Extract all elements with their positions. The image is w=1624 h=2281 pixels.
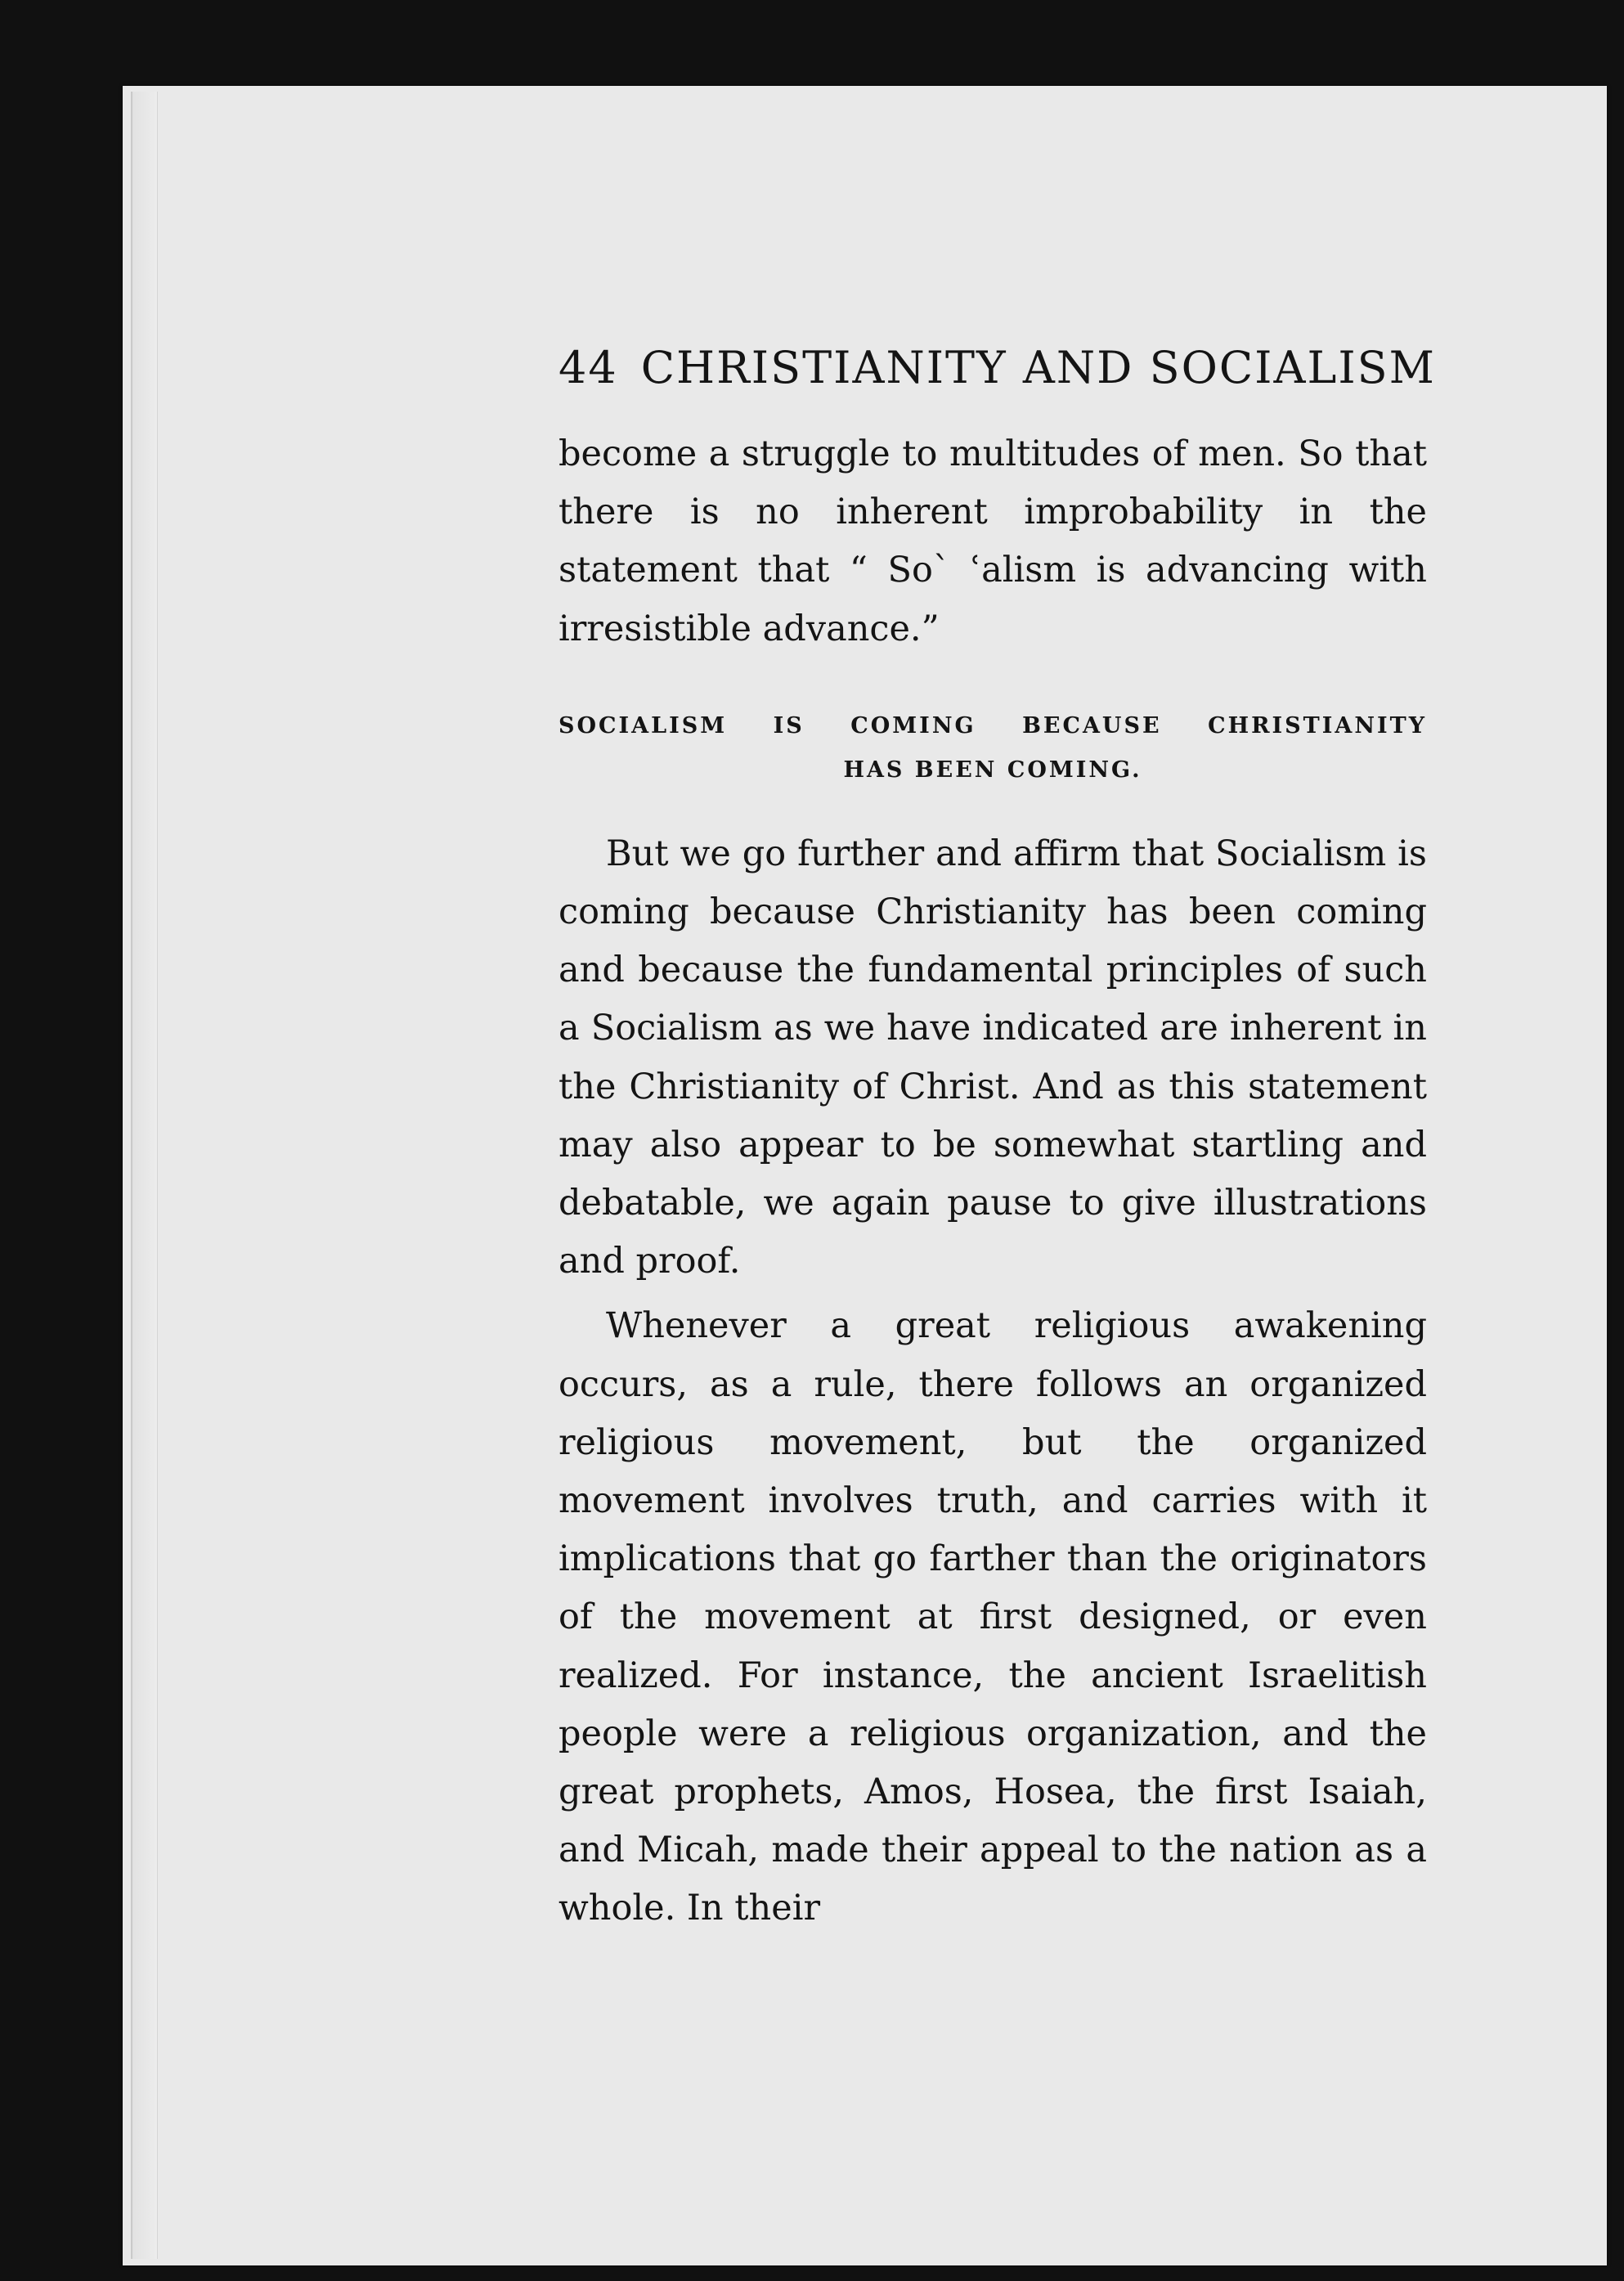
paragraph-1: But we go further and affirm that Socialism is coming because Christianity has been coming and because the fundamental principles of such a Socialism as we have indicated are inherent in the Christianity of Christ. And as this statement may also appear to be somewhat startling and debatable, we again pause to give illustrations and proof. (559, 833, 1427, 1282)
page-edge-stack (131, 92, 158, 2259)
page-number: 44 (559, 342, 618, 393)
section-heading-line-1: SOCIALISM IS COMING BECAUSE CHRISTIANITY (559, 712, 1427, 739)
running-title: CHRISTIANITY AND SOCIALISM (640, 342, 1436, 393)
section-heading (559, 704, 1427, 793)
section-heading-line-2: HAS BEEN COMING. (843, 757, 1142, 783)
continued-paragraph: become a struggle to multitudes of men. So that there is no inherent improbability in the statement that “ So` ʿalism is advancing with irresistible advance.” (559, 433, 1427, 649)
running-head (559, 342, 1436, 393)
page-text-block (559, 342, 1436, 1938)
paragraph-2: Whenever a great religious awakening occurs, as a rule, there follows an organized religious movement, but the organized movement involves truth, and carries with it implications that go farther than the originators of the movement at first designed, or even realized. For instance, the ancient Israelitish people were a religious organization, and the great prophets, Amos, Hosea, the first Isaiah, and Micah, made their appeal to the nation as a whole. In their (559, 1305, 1427, 1929)
